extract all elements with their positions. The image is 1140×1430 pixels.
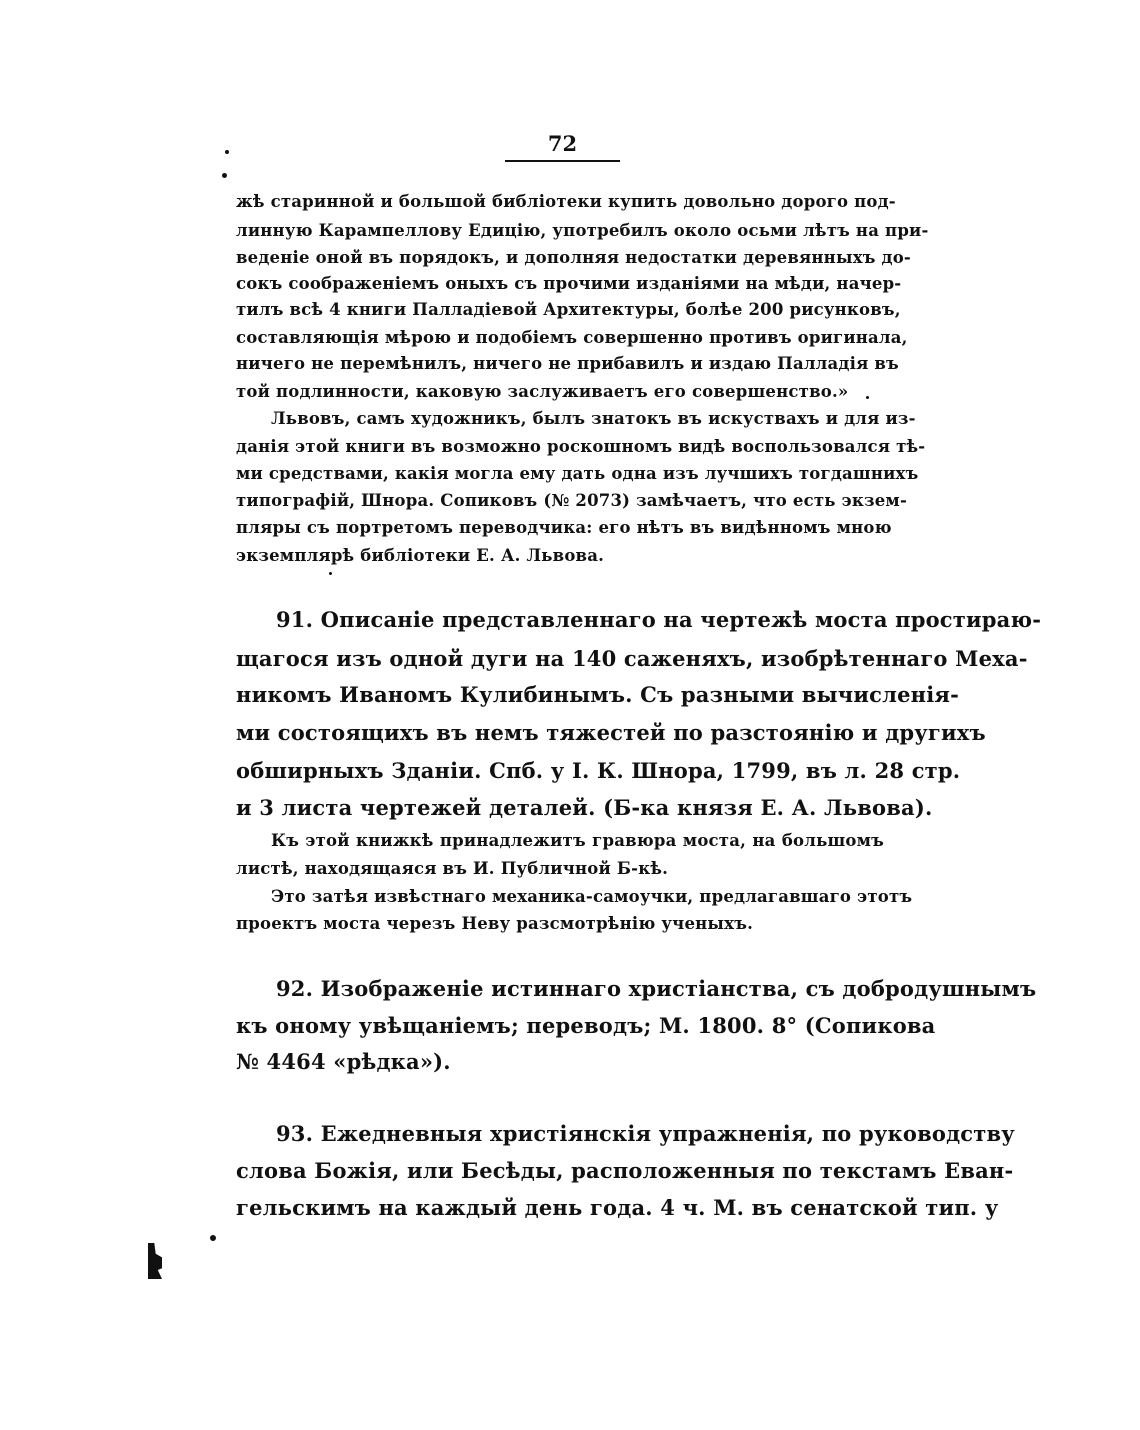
continuation-line: линную Карампеллову Едицію, употребилъ около осьми лѣтъ на при-	[236, 221, 929, 240]
lvov-note-line: пляры съ портретомъ переводчика: его нѣтъ въ видѣнномъ мною	[236, 518, 892, 537]
entry-91-line: никомъ Иваномъ Кулибинымъ. Съ разными вычисленія-	[236, 682, 960, 707]
entry-91-note-line: Къ этой книжкѣ принадлежитъ гравюра моста, на большомъ	[271, 831, 884, 850]
lvov-note-line: ми средствами, какія могла ему дать одна изъ лучшихъ тогдашнихъ	[236, 464, 919, 483]
entry-91-line: обширныхъ Зданіи. Спб. у I. К. Шнора, 1799, въ л. 28 стр.	[236, 758, 961, 783]
scan-speck	[210, 1235, 216, 1241]
page-number: 72	[547, 131, 578, 156]
continuation-line: тилъ всѣ 4 книги Палладіевой Архитектуры, болѣе 200 рисунковъ,	[236, 300, 901, 319]
lvov-note-line: типографій, Шнора. Сопиковъ (№ 2073) замѣчаетъ, что есть экзем-	[236, 491, 908, 510]
entry-92-line: 92. Изображеніе истиннаго христіанства, съ добродушнымъ	[276, 976, 1037, 1001]
lvov-note-line: данія этой книги въ возможно роскошномъ видѣ воспользовался тѣ-	[236, 437, 926, 456]
entry-91-line: ми состоящихъ въ немъ тяжестей по разстоянію и другихъ	[236, 720, 986, 745]
entry-91-note-line: листѣ, находящаяся въ И. Публичной Б-кѣ.	[236, 859, 669, 878]
continuation-line: составляющія мѣрою и подобіемъ совершенно противъ оригинала,	[236, 328, 908, 347]
scan-speck	[866, 396, 869, 399]
scan-speck	[225, 150, 229, 154]
entry-91-line: щагося изъ одной дуги на 140 саженяхъ, изобрѣтеннаго Меха-	[236, 646, 1028, 671]
lvov-note-line: экземплярѣ библіотеки Е. А. Львова.	[236, 546, 605, 565]
entry-91-note-line: Это затѣя извѣстнаго механика-самоучки, предлагавшаго этотъ	[271, 887, 913, 906]
margin-mark	[148, 1243, 162, 1279]
entry-92-line: № 4464 «рѣдка»).	[236, 1049, 451, 1074]
scan-speck	[329, 572, 332, 575]
continuation-line: жѣ старинной и большой библіотеки купить довольно дорого под-	[236, 192, 896, 211]
entry-92-line: къ оному увѣщаніемъ; переводъ; М. 1800. 8° (Сопикова	[236, 1013, 936, 1038]
continuation-line: той подлинности, каковую заслуживаетъ его совершенство.»	[236, 382, 849, 401]
lvov-note-line: Львовъ, самъ художникъ, былъ знатокъ въ искуствахъ и для из-	[271, 409, 916, 428]
continuation-line: веденіе оной въ порядокъ, и дополняя недостатки деревянныхъ до-	[236, 248, 911, 267]
header-rule	[505, 160, 620, 162]
entry-91-note-line: проектъ моста черезъ Неву разсмотрѣнію ученыхъ.	[236, 914, 754, 933]
continuation-line: сокъ соображеніемъ оныхъ съ прочими изданіями на мѣди, начер-	[236, 274, 902, 293]
entry-91-line: и 3 листа чертежей деталей. (Б-ка князя Е. А. Львова).	[236, 795, 933, 820]
entry-93-line: 93. Ежедневныя христіянскія упражненія, по руководству	[276, 1121, 1015, 1146]
entry-93-line: гельскимъ на каждый день года. 4 ч. М. въ сенатской тип. у	[236, 1195, 999, 1220]
entry-93-line: слова Божія, или Бесѣды, расположенныя по текстамъ Еван-	[236, 1158, 1014, 1183]
scan-speck	[222, 173, 227, 178]
continuation-line: ничего не перемѣнилъ, ничего не прибавилъ и издаю Палладія въ	[236, 354, 899, 373]
entry-91-line: 91. Описаніе представленнаго на чертежѣ моста простираю-	[276, 607, 1042, 632]
